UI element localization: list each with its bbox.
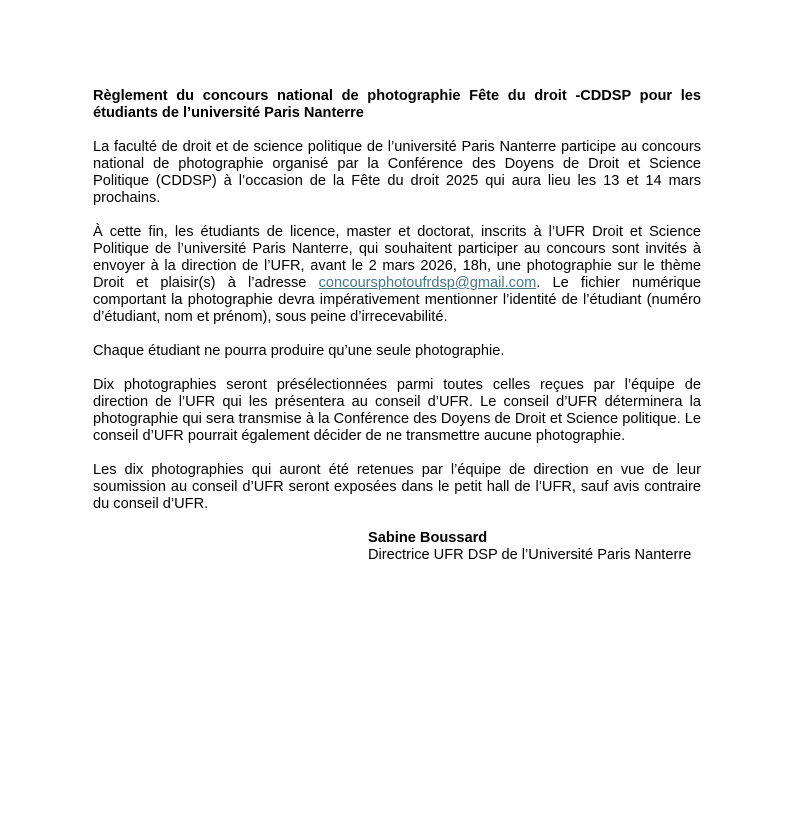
email-link[interactable]: concoursphotoufrdsp@gmail.com	[318, 275, 537, 291]
signature-block	[368, 530, 691, 564]
paragraph-participation-text-end: . Le fichier numérique comportant la photographie devra impérativement mentionner l’identité de l’étudiant (numéro d’étudiant, nom et prénom), sous peine d’irrecevabilité.	[93, 275, 701, 325]
paragraph-participation	[93, 224, 701, 326]
paragraph-selection: Dix photographies seront présélectionnées parmi toutes celles reçues par l’équipe de direction de l’UFR qui les présentera au conseil d’UFR. Le conseil d’UFR déterminera la photographie qui sera transmise à la Conférence des Doyens de Droit et Science politique. Le conseil d’UFR pourrait également décider de ne transmettre aucune photographie.	[93, 377, 701, 444]
paragraph-single-photo: Chaque étudiant ne pourra produire qu’une seule photographie.	[93, 343, 505, 359]
signature-name: Sabine Boussard	[368, 530, 488, 546]
paragraph-participation-text-start: À cette fin, les étudiants de licence, master et doctorat, inscrits à l’UFR Droit et Science Politique de l’université Paris Nanterre, qui souhaitent participer au concours sont invités à envoyer à la direction de l’UFR, avant le 2 mars 2026, 18h, une photographie sur le thème Droit et plaisir(s) à l’adresse	[93, 224, 701, 291]
signature-role: Directrice UFR DSP de l’Université Paris Nanterre	[368, 547, 692, 563]
paragraph-exhibition: Les dix photographies qui auront été retenues par l’équipe de direction en vue de leur soumission au conseil d’UFR seront exposées dans le petit hall de l’UFR, sauf avis contraire du conseil d’UFR.	[93, 462, 701, 512]
paragraph-intro: La faculté de droit et de science politique de l’université Paris Nanterre participe au concours national de photographie organisé par la Conférence des Doyens de Droit et Science Politique (CDDSP) à l’occasion de la Fête du droit 2025 qui aura lieu les 13 et 14 mars prochains.	[93, 139, 701, 206]
document-title: Règlement du concours national de photographie Fête du droit -CDDSP pour les étudiants de l’université Paris Nanterre	[93, 88, 701, 121]
document-body	[93, 88, 701, 530]
